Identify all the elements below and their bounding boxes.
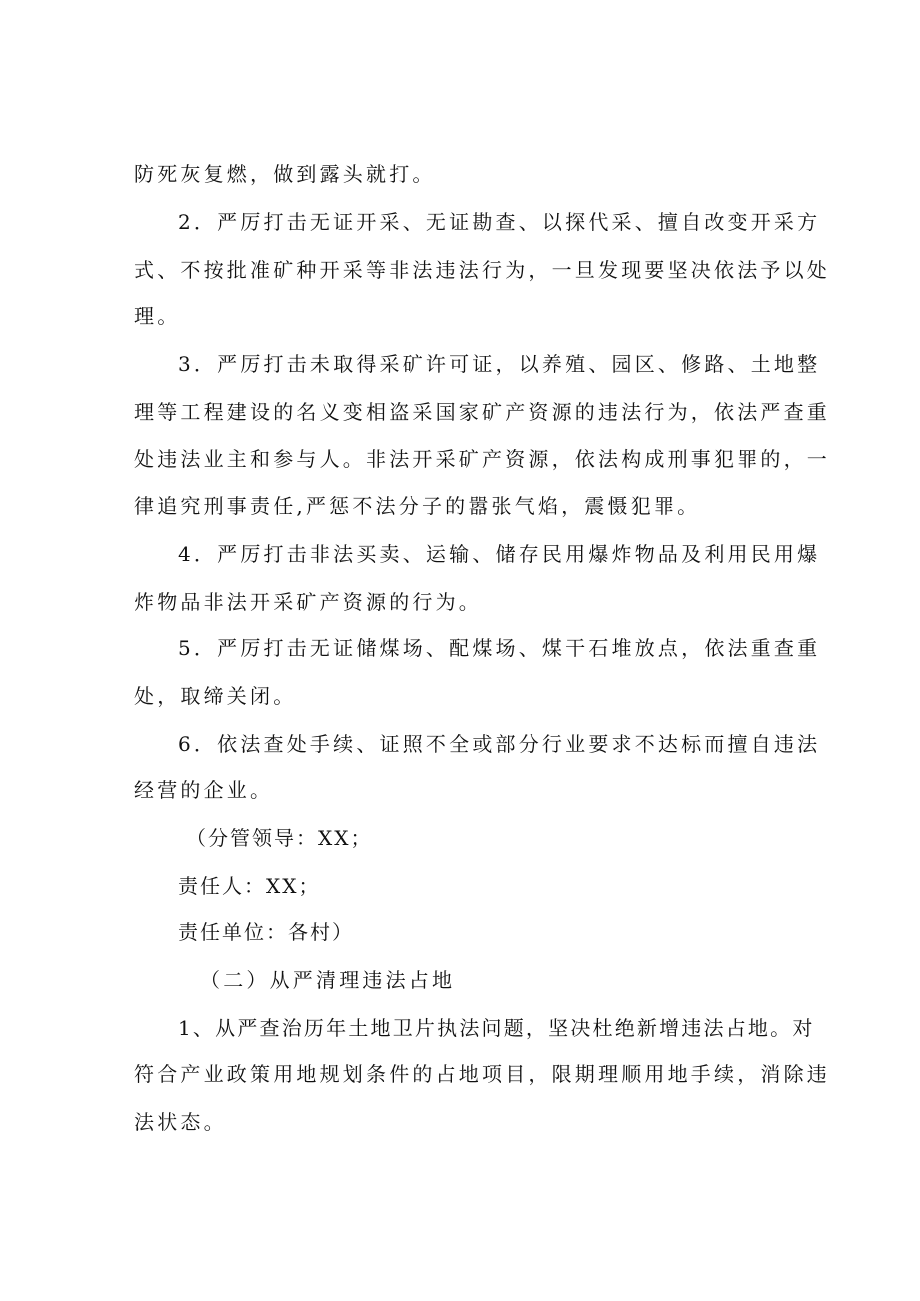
paragraph-line: 2．严厉打击无证开采、无证勘查、以探代采、擅自改变开采方 xyxy=(178,210,821,234)
paragraph-line: 法状态。 xyxy=(134,1110,227,1134)
paragraph-line: 6．依法查处手续、证照不全或部分行业要求不达标而擅自违法 xyxy=(178,732,821,756)
paragraph-line: 理等工程建设的名义变相盗采国家矿产资源的违法行为，依法严查重 xyxy=(134,400,830,424)
paragraph-line: 防死灰复燃，做到露头就打。 xyxy=(134,162,436,186)
paragraph-line: 符合产业政策用地规划条件的占地项目，限期理顺用地手续，消除违 xyxy=(134,1062,830,1086)
paragraph-line: 处违法业主和参与人。非法开采矿产资源，依法构成刑事犯罪的，一 xyxy=(134,447,830,471)
paragraph-line: 式、不按批准矿种开采等非法违法行为，一旦发现要坚决依法予以处 xyxy=(134,258,830,282)
paragraph-line: 律追究刑事责任,严惩不法分子的嚣张气焰，震慑犯罪。 xyxy=(134,494,701,518)
paragraph-line: 3．严厉打击未取得采矿许可证，以养殖、园区、修路、土地整 xyxy=(178,352,821,376)
paragraph-line: 处，取缔关闭。 xyxy=(134,684,297,708)
paragraph-line: 炸物品非法开采矿产资源的行为。 xyxy=(134,590,482,614)
responsibility-leader: （分管领导：XX； xyxy=(186,826,373,850)
responsibility-unit: 责任单位：各村） xyxy=(178,920,354,944)
paragraph-line: 1、从严查治历年土地卫片执法问题，坚决杜绝新增违法占地。对 xyxy=(178,1016,815,1040)
paragraph-line: 4．严厉打击非法买卖、运输、储存民用爆炸物品及利用民用爆 xyxy=(178,542,821,566)
paragraph-line: 经营的企业。 xyxy=(134,778,274,802)
responsibility-person: 责任人：XX； xyxy=(178,874,321,898)
section-heading: （二）从严清理违法占地 xyxy=(200,968,456,992)
paragraph-line: 理。 xyxy=(134,304,181,328)
paragraph-line: 5．严厉打击无证储煤场、配煤场、煤干石堆放点，依法重查重 xyxy=(178,636,821,660)
